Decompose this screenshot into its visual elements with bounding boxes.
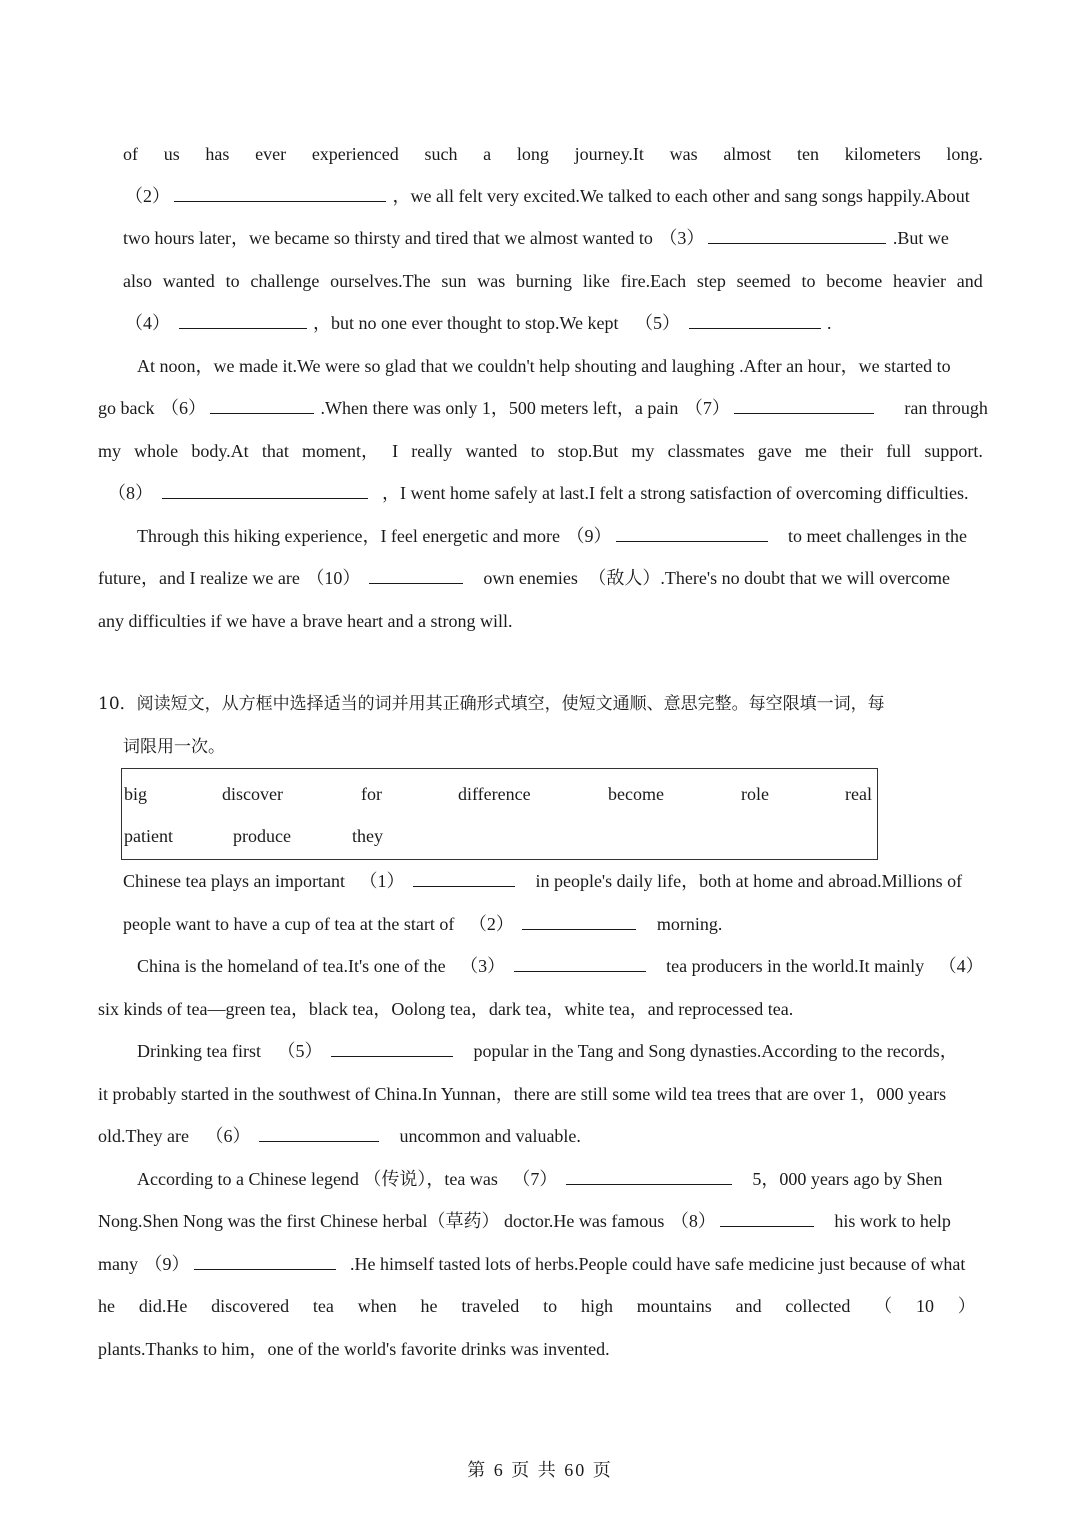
blank-9[interactable]	[616, 525, 768, 542]
p9-line-10: Through this hiking experience，I feel energetic and more （9） to meet challenges in the	[137, 526, 967, 546]
word-option: big	[124, 784, 148, 804]
blank-3[interactable]	[708, 227, 886, 244]
page-number: 第 6 页 共 60 页	[467, 1460, 613, 1480]
word-option: they	[352, 826, 383, 846]
p10-line-11: he did.He discovered tea when he traveled to high mountains and collected （ 10 ）	[98, 1296, 976, 1316]
p10-line-5: Drinking tea first （5） popular in the Tang and Song dynasties.According to the records，	[137, 1041, 958, 1061]
blank-8[interactable]	[162, 482, 368, 499]
p10-line-9: Nong.Shen Nong was the first Chinese herbal（草药） doctor.He was famous （8） his work to help	[98, 1211, 951, 1231]
word-option: difference	[458, 784, 531, 804]
q10-instruction: 10．阅读短文，从方框中选择适当的词并用其正确形式填空，使短文通顺、意思完整。每空限填一词，每	[98, 694, 885, 714]
blank-5[interactable]	[689, 312, 821, 329]
p10-line-8: According to a Chinese legend （传说），tea was （7） 5，000 years ago by Shen	[137, 1169, 943, 1189]
blank-q10-9[interactable]	[194, 1253, 336, 1270]
word-option: patient	[124, 826, 173, 846]
p9-line-3: two hours later，we became so thirsty and tired that we almost wanted to （3） .But we	[123, 228, 949, 248]
blank-10[interactable]	[369, 567, 463, 584]
p10-line-4: six kinds of tea—green tea，black tea，Oolong tea，dark tea，white tea，and reprocessed tea.	[98, 999, 794, 1019]
p10-line-6: it probably started in the southwest of China.In Yunnan，there are still some wild tea trees that are over 1，000 years	[98, 1084, 947, 1104]
p9-line-5: （4） ，but no one ever thought to stop.We kept （5） .	[125, 313, 832, 333]
blank-6[interactable]	[210, 397, 314, 414]
blank-q10-1[interactable]	[413, 870, 515, 887]
blank-q10-8[interactable]	[720, 1210, 814, 1227]
blank-4[interactable]	[179, 312, 307, 329]
p9-line-2: （2） ，we all felt very excited.We talked to each other and sang songs happily.About	[125, 186, 970, 206]
word-option: role	[741, 784, 769, 804]
p10-line-1: Chinese tea plays an important （1） in people's daily life，both at home and abroad.Millions of	[123, 871, 963, 891]
word-option: produce	[233, 826, 291, 846]
word-option: discover	[222, 784, 283, 804]
p9-line-11: future，and I realize we are （10） own enemies （敌人）.There's no doubt that we will overcome	[98, 568, 951, 588]
p9-line-6: At noon，we made it.We were so glad that we couldn't help shouting and laughing .After an hour，we started to	[137, 356, 951, 376]
p9-line-12: any difficulties if we have a brave heart and a strong will.	[98, 611, 513, 631]
p9-line-4: also wanted to challenge ourselves.The sun was burning like fire.Each step seemed to become heavier and	[123, 271, 983, 291]
q10-instruction-cont: 词限用一次。	[123, 737, 225, 757]
blank-q10-7[interactable]	[566, 1168, 732, 1185]
blank-2[interactable]	[174, 185, 386, 202]
p10-line-2: people want to have a cup of tea at the start of （2） morning.	[123, 914, 723, 934]
p9-line-7: go back （6） .When there was only 1，500 meters left，a pain （7） ran through	[98, 398, 988, 418]
p10-line-3: China is the homeland of tea.It's one of the （3） tea producers in the world.It mainly （4）	[137, 956, 984, 976]
p10-line-10: many （9） .He himself tasted lots of herbs.People could have safe medicine just because of what	[98, 1254, 966, 1274]
word-box	[121, 768, 878, 860]
blank-q10-5[interactable]	[331, 1040, 453, 1057]
p9-line-8: my whole body.At that moment， I really wanted to stop.But my classmates gave me their full support.	[98, 441, 983, 461]
blank-q10-6[interactable]	[259, 1125, 379, 1142]
word-option: for	[361, 784, 382, 804]
p10-line-7: old.They are （6） uncommon and valuable.	[98, 1126, 581, 1146]
blank-7[interactable]	[734, 397, 874, 414]
blank-q10-3[interactable]	[514, 955, 646, 972]
word-option: real	[845, 784, 872, 804]
p9-line-9: （8） ，I went home safely at last.I felt a strong satisfaction of overcoming difficulties.	[108, 483, 969, 503]
word-option: become	[608, 784, 664, 804]
blank-q10-2[interactable]	[522, 913, 636, 930]
p9-line-1: of us has ever experienced such a long journey.It was almost ten kilometers long.	[123, 144, 983, 164]
p10-line-12: plants.Thanks to him，one of the world's favorite drinks was invented.	[98, 1339, 610, 1359]
